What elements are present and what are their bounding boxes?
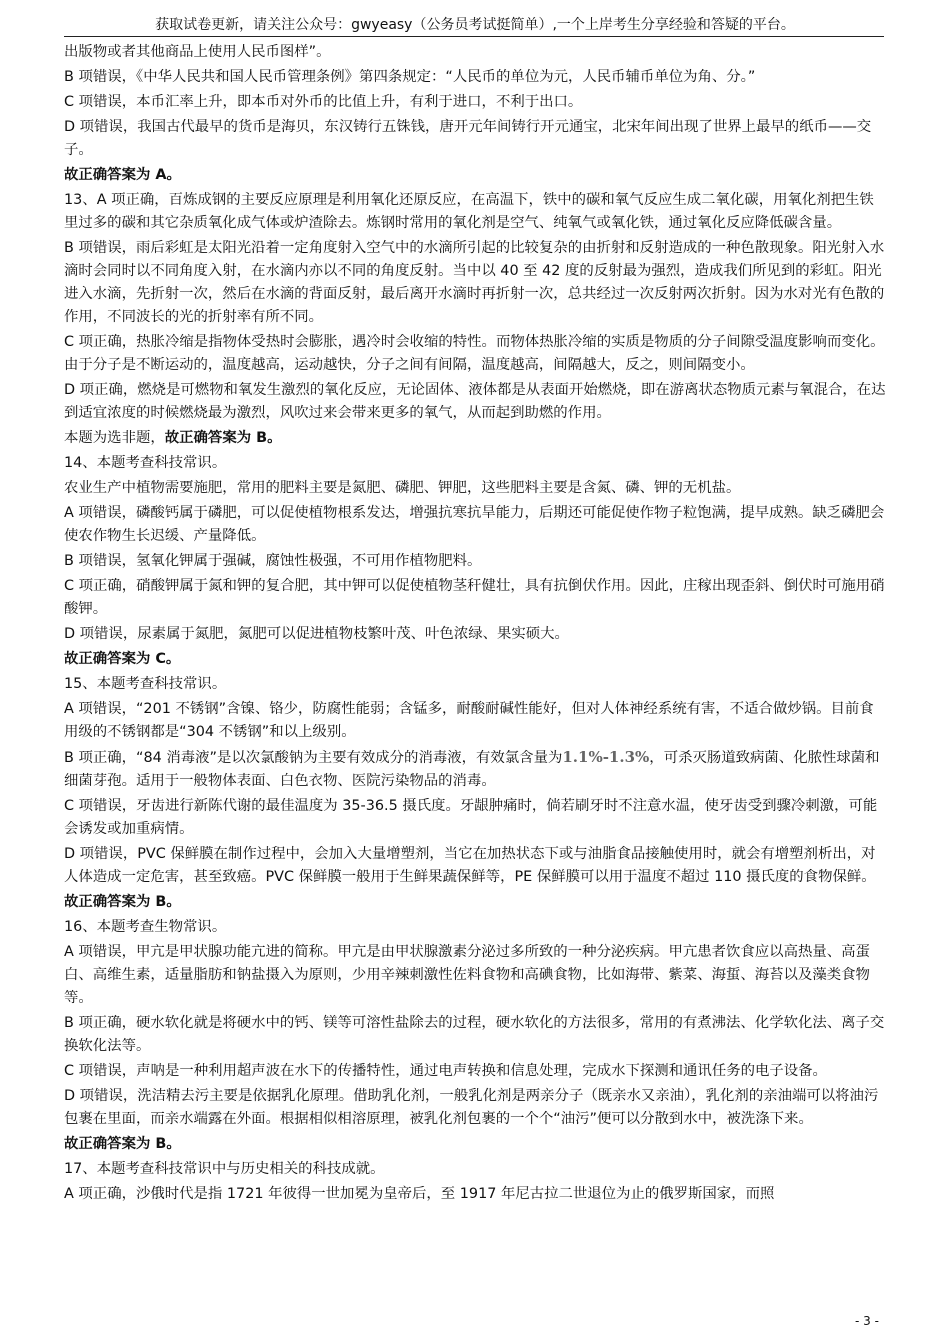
paragraph-text: D 项正确，燃烧是可燃物和氧发生激烈的氧化反应，无论固体、液体都是从表面开始燃烧，即在游离状态物质元素与氧混合，在达到适宜浓度的时候燃烧最为激烈，风吹过来会带来更多的氧气，从而起到助燃的作用。 <box>64 382 886 421</box>
paragraph <box>64 673 886 696</box>
paragraph-text: 14、本题考查科技常识。 <box>64 455 227 471</box>
paragraph-text: A 项错误，“201 不锈钢”含镍、铬少，防腐性能弱；含锰多，耐酸耐碱性能好，但对人体神经系统有害，不适合做炒锅。目前食用级的不锈钢都是“304 不锈钢”和以上级别。 <box>64 701 874 740</box>
paragraph <box>64 41 886 64</box>
answer-text: 故正确答案为 B。 <box>164 430 282 446</box>
paragraph <box>64 477 886 500</box>
paragraph-text: B 项正确，“84 消毒液”是以次氯酸钠为主要有效成分的消毒液，有效氯含量为 <box>64 750 563 766</box>
paragraph-text: 故正确答案为 B。 <box>64 894 181 910</box>
paragraph-text: 17、本题考查科技常识中与历史相关的科技成就。 <box>64 1161 385 1177</box>
page-number: - 3 - <box>855 1314 879 1328</box>
paragraph <box>64 843 886 889</box>
paragraph <box>64 66 886 89</box>
paragraph <box>64 91 886 114</box>
paragraph-text: B 项错误，雨后彩虹是太阳光沿着一定角度射入空气中的水滴所引起的比较复杂的由折射和反射造成的一种色散现象。阳光射入水滴时会同时以不同角度入射，在水滴内亦以不同的角度反射。当中以 40 至 42 度的反射最为强烈，造成我们所见到的彩虹。阳光进入水滴，先折射一次，然后在水滴的背面反射，最后离开水滴时再折射一次，总共经过一次反射两次折射。因为水对光有色散的作用，不同波长的光的折射率有所不同。 <box>64 240 885 325</box>
paragraph <box>64 502 886 548</box>
paragraph-text: C 项错误，本币汇率上升，即本币对外币的比值上升，有利于进口，不利于出口。 <box>64 94 583 110</box>
formula-image: 1.1%-1.3% <box>562 748 650 766</box>
paragraph-text: 本题为选非题， <box>64 430 165 446</box>
paragraph <box>64 550 886 573</box>
paragraph-text: 出版物或者其他商品上使用人民币图样”。 <box>64 44 331 60</box>
paragraph-text: B 项错误，氢氧化钾属于强碱，腐蚀性极强，不可用作植物肥料。 <box>64 553 482 569</box>
paragraph <box>64 1060 886 1083</box>
paragraph-text: 故正确答案为 A。 <box>64 167 181 183</box>
paragraph-text: D 项错误，我国古代最早的货币是海贝，东汉铸行五铢钱，唐开元年间铸行开元通宝，北宋年间出现了世界上最早的纸币——交子。 <box>64 119 872 158</box>
paragraph <box>64 189 886 235</box>
paragraph <box>64 1183 886 1206</box>
paragraph <box>64 379 886 425</box>
paragraph <box>64 575 886 621</box>
paragraph <box>64 452 886 475</box>
paragraph <box>64 795 886 841</box>
paragraph-text: A 项正确，沙俄时代是指 1721 年彼得一世加冕为皇帝后，至 1917 年尼古拉二世退位为止的俄罗斯国家，而照 <box>64 1186 775 1202</box>
header-divider <box>64 36 884 37</box>
paragraph <box>64 916 886 939</box>
paragraph-text-continued: ，可杀灭肠道致病菌、化脓性球菌和细菌芽孢。适用于一般物体表面、白色衣物、医院污染物品的消毒。 <box>64 750 880 789</box>
document-body <box>64 41 886 1208</box>
paragraph <box>64 746 886 793</box>
paragraph <box>64 1012 886 1058</box>
paragraph-text: C 项错误，牙齿进行新陈代谢的最佳温度为 35-36.5 摄氏度。牙龈肿痛时，倘若刷牙时不注意水温，使牙齿受到骤冷刺激，可能会诱发或加重病情。 <box>64 798 878 837</box>
paragraph-text: C 项正确，热胀冷缩是指物体受热时会膨胀，遇冷时会收缩的特性。而物体热胀冷缩的实质是物质的分子间隙受温度影响而变化。由于分子是不断运动的，温度越高，运动越快，分子之间有间隔，温度越高，间隔越大，反之，则间隔变小。 <box>64 334 885 373</box>
paragraph-text: A 项错误，磷酸钙属于磷肥，可以促使植物根系发达，增强抗寒抗旱能力，后期还可能促使作物子粒饱满，提早成熟。缺乏磷肥会使农作物生长迟缓、产量降低。 <box>64 505 885 544</box>
paragraph-text: 13、A 项正确，百炼成钢的主要反应原理是利用氧化还原反应，在高温下，铁中的碳和氧气反应生成二氧化碳，用氧化剂把生铁里过多的碳和其它杂质氧化成气体或炉渣除去。炼钢时常用的氧化剂是空气、纯氧气或氧化铁，通过氧化反应降低碳含量。 <box>64 192 874 231</box>
paragraph-text: D 项错误，PVC 保鲜膜在制作过程中，会加入大量增塑剂，当它在加热状态下或与油脂食品接触使用时，就会有增塑剂析出，对人体造成一定危害，甚至致癌。PVC 保鲜膜一般用于生鲜果蔬保鲜等，PE 保鲜膜可以用于温度不超过 110 摄氏度的食物保鲜。 <box>64 846 876 885</box>
paragraph-text: 故正确答案为 B。 <box>64 1136 181 1152</box>
paragraph <box>64 237 886 329</box>
answer-line <box>64 1133 886 1156</box>
paragraph <box>64 941 886 1010</box>
paragraph-text: C 项错误，声呐是一种利用超声波在水下的传播特性，通过电声转换和信息处理，完成水下探测和通讯任务的电子设备。 <box>64 1063 827 1079</box>
paragraph <box>64 623 886 646</box>
paragraph <box>64 698 886 744</box>
answer-line <box>64 891 886 914</box>
paragraph-text: 16、本题考查生物常识。 <box>64 919 227 935</box>
answer-line <box>64 164 886 187</box>
page-header: 获取试卷更新，请关注公众号：gwyeasy（公务员考试挺简单）,一个上岸考生分享经验和答疑的平台。 <box>155 17 795 33</box>
paragraph <box>64 1085 886 1131</box>
paragraph-text: A 项错误，甲亢是甲状腺功能亢进的简称。甲亢是由甲状腺激素分泌过多所致的一种分泌疾病。甲亢患者饮食应以高热量、高蛋白、高维生素，适量脂肪和钠盐摄入为原则，少用辛辣刺激性佐料食物和高碘食物，比如海带、紫菜、海蜇、海苔以及藻类食物等。 <box>64 944 870 1006</box>
paragraph-text: D 项错误，洗洁精去污主要是依据乳化原理。借助乳化剂，一般乳化剂是两亲分子（既亲水又亲油），乳化剂的亲油端可以将油污包裹在里面，而亲水端露在外面。根据相似相溶原理，被乳化剂包裹的一个个“油污”便可以分散到水中，被洗涤下来。 <box>64 1088 879 1127</box>
answer-line <box>64 648 886 671</box>
paragraph-text: D 项错误，尿素属于氮肥，氮肥可以促进植物枝繁叶茂、叶色浓绿、果实硕大。 <box>64 626 569 642</box>
paragraph-text: 农业生产中植物需要施肥，常用的肥料主要是氮肥、磷肥、钾肥，这些肥料主要是含氮、磷、钾的无机盐。 <box>64 480 741 496</box>
paragraph <box>64 1158 886 1181</box>
paragraph-text: 15、本题考查科技常识。 <box>64 676 227 692</box>
paragraph <box>64 427 886 450</box>
paragraph-text: B 项正确，硬水软化就是将硬水中的钙、镁等可溶性盐除去的过程，硬水软化的方法很多，常用的有煮沸法、化学软化法、离子交换软化法等。 <box>64 1015 885 1054</box>
paragraph-text: 故正确答案为 C。 <box>64 651 181 667</box>
paragraph-text: C 项正确，硝酸钾属于氮和钾的复合肥，其中钾可以促使植物茎秆健壮，具有抗倒伏作用。因此，庄稼出现歪斜、倒伏时可施用硝酸钾。 <box>64 578 885 617</box>
paragraph <box>64 116 886 162</box>
paragraph-text: B 项错误，《中华人民共和国人民币管理条例》第四条规定：“人民币的单位为元，人民币辅币单位为角、分。” <box>64 69 756 85</box>
paragraph <box>64 331 886 377</box>
